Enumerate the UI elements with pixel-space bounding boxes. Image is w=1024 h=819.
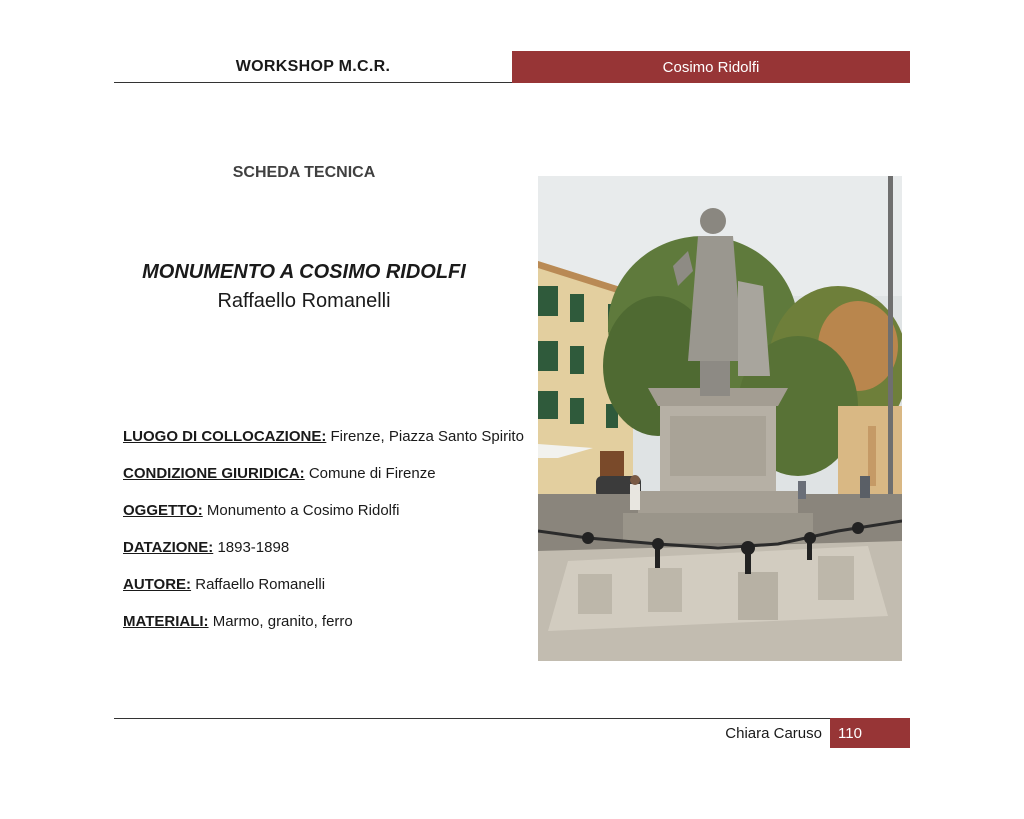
field-datazione xyxy=(123,538,513,575)
field-label: CONDIZIONE GIURIDICA: xyxy=(123,465,305,482)
sheet-subtitle: SCHEDA TECNICA xyxy=(232,164,376,181)
field-oggetto xyxy=(123,501,513,538)
field-label: DATAZIONE: xyxy=(123,539,214,556)
field-value: Monumento a Cosimo Ridolfi xyxy=(206,502,400,519)
field-label: AUTORE: xyxy=(123,576,192,593)
field-value: Marmo, granito, ferro xyxy=(212,613,353,630)
field-autore xyxy=(123,575,513,612)
field-label: LUOGO DI COLLOCAZIONE: xyxy=(123,428,327,445)
monument-title: MONUMENTO A COSIMO RIDOLFI xyxy=(142,261,466,283)
monument-author: Raffaello Romanelli xyxy=(217,290,391,312)
field-label: MATERIALI: xyxy=(123,613,209,630)
monument-photo xyxy=(538,176,902,661)
footer-author: Chiara Caruso xyxy=(725,724,822,742)
footer-page-number: 110 xyxy=(830,718,910,748)
field-materiali xyxy=(123,612,513,649)
field-value: Raffaello Romanelli xyxy=(195,576,326,593)
field-luogo xyxy=(123,427,524,464)
header-left-title: WORKSHOP M.C.R. xyxy=(114,52,512,83)
technical-fields xyxy=(123,427,524,649)
header-right-banner: Cosimo Ridolfi xyxy=(512,51,910,83)
field-label: OGGETTO: xyxy=(123,502,203,519)
field-value: 1893-1898 xyxy=(217,539,290,556)
field-value: Comune di Firenze xyxy=(308,465,436,482)
field-value: Firenze, Piazza Santo Spirito xyxy=(330,428,524,445)
field-condizione xyxy=(123,464,513,501)
